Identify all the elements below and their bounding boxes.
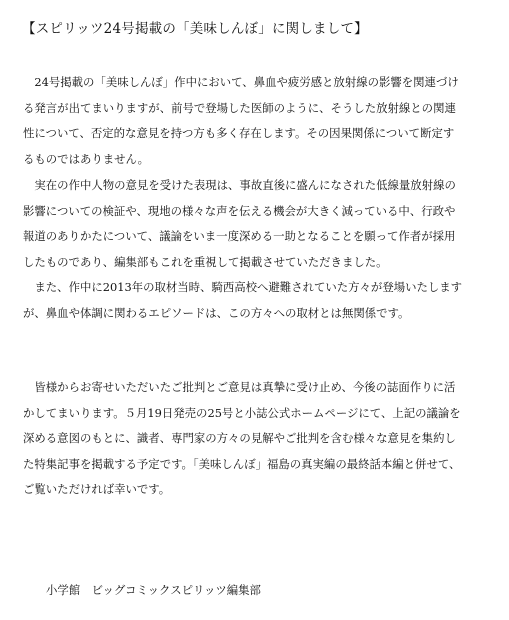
text-line: したものであり、編集部もこれを重視して掲載させていただきました。 [23, 254, 388, 269]
paragraph-3 [23, 275, 485, 326]
text-line: ご覧いただければ幸いです。 [23, 482, 171, 496]
text-line: 24号掲載の「美味しんぼ」作中において、鼻血や疲労感と放射線の影響を関連づけ [23, 75, 459, 89]
text-line: 深める意図のもとに、識者、専門家の方々の見解やご批判を含む様々な意見を集約し [23, 431, 456, 445]
text-line: 実在の作中人物の意見を受けた表現は、事故直後に盛んになされた低線量放射線の [23, 178, 456, 192]
signature: 小学館 ビッグコミックスピリッツ編集部 [46, 583, 261, 597]
paragraph-2 [23, 173, 485, 275]
text-line: るものではありません。 [23, 151, 149, 166]
document-title: 【スピリッツ24号掲載の「美味しんぼ」に関しまして】 [22, 21, 368, 37]
text-line: 影響についての検証や、現地の様々な声を伝える機会が大きく減っている中、行政や [23, 203, 456, 218]
paragraph-1 [23, 70, 485, 172]
text-line: た特集記事を掲載する予定です。「美味しんぼ」福島の真実編の最終話本編と併せて、 [23, 456, 461, 471]
text-line: る発言が出てまいりますが、前号で登場した医師のように、そうした放射線との関連 [23, 100, 456, 115]
text-line: また、作中に2013年の取材当時、騎西高校へ避難されていた方々が登場いたします [23, 280, 463, 294]
paragraph-4 [23, 375, 485, 503]
text-line: 性について、否定的な意見を持つ方も多く存在します。その因果関係について断定す [23, 126, 455, 140]
text-line: が、鼻血や体調に関わるエピソードは、この方々への取材とは無関係です。 [23, 305, 410, 320]
text-line: かしてまいります。５月19日発売の25号と小誌公式ホームページにて、上記の議論を [23, 405, 461, 420]
text-line: 報道のありかたについて、議論をいま一度深める一助となることを願って作者が採用 [23, 229, 456, 243]
text-line: 皆様からお寄せいただいたご批判とご意見は真摯に受け止め、今後の誌面作りに活 [23, 380, 456, 394]
